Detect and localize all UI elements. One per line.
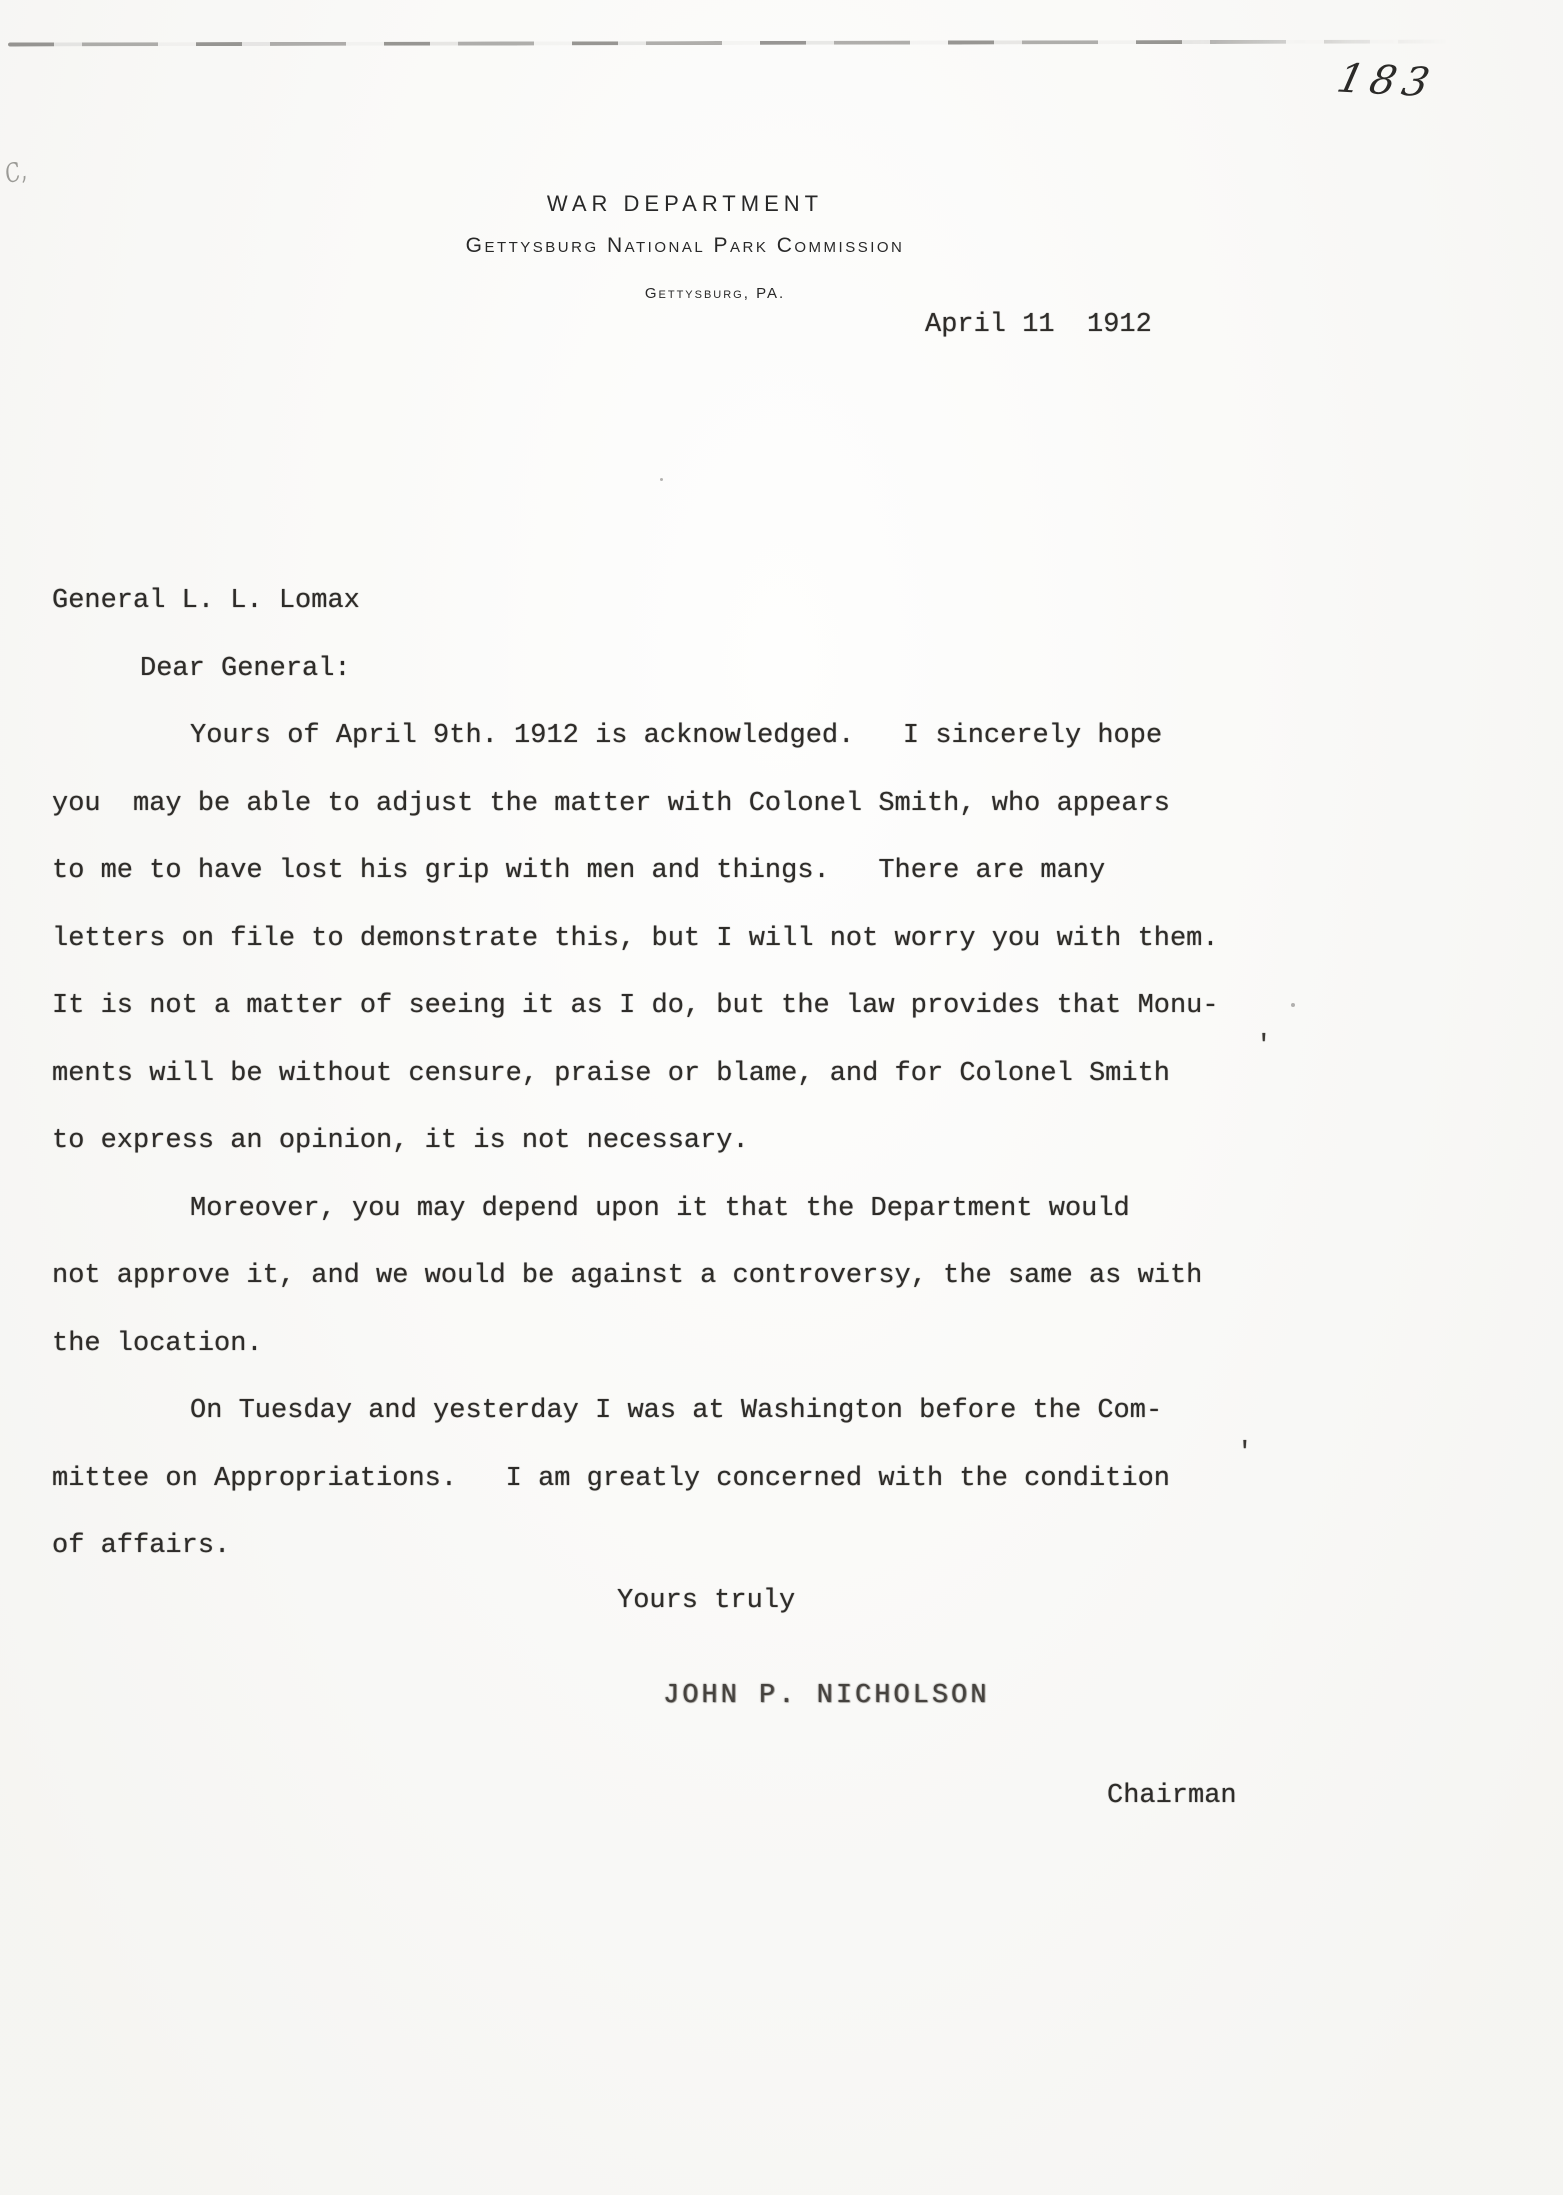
scan-speck <box>1291 1003 1295 1007</box>
body-line: the location. <box>52 1328 263 1359</box>
stray-ink-mark: ' <box>1237 1437 1253 1467</box>
margin-pencil-mark: C, <box>2 155 30 191</box>
salutation-line: Dear General: <box>140 653 351 684</box>
body-line: Yours of April 9th. 1912 is acknowledged. I sincerely hope <box>190 721 1163 751</box>
scan-artifact-line <box>8 39 1448 46</box>
scan-speck <box>660 478 663 481</box>
letter-date: April 11 1912 <box>925 310 1152 340</box>
letterhead-commission: Gettysburg National Park Commission <box>465 234 905 257</box>
body-line: to express an opinion, it is not necessary. <box>52 1126 749 1156</box>
body-line: not approve it, and we would be against a controversy, the same as with <box>52 1261 1203 1291</box>
closing-line: Yours truly <box>617 1586 796 1616</box>
recipient-line: General L. L. Lomax <box>52 586 360 616</box>
body-line: It is not a matter of seeing it as I do, but the law provides that Monu- <box>52 991 1219 1021</box>
body-line: Moreover, you may depend upon it that the Department would <box>190 1193 1130 1224</box>
body-line: you may be able to adjust the matter with Colonel Smith, who appears <box>52 788 1170 819</box>
body-line: letters on file to demonstrate this, but I will not worry you with them. <box>52 923 1219 954</box>
signature-title: Chairman <box>1107 1781 1237 1811</box>
body-line: of affairs. <box>52 1531 231 1561</box>
body-line: ments will be without censure, praise or blame, and for Colonel Smith <box>52 1058 1170 1089</box>
letterhead-location: Gettysburg, PA. <box>644 285 786 302</box>
body-line: mittee on Appropriations. I am greatly concerned with the condition <box>52 1463 1170 1494</box>
signature-name: JOHN P. NICHOLSON <box>663 1681 990 1711</box>
letterhead-department: WAR DEPARTMENT <box>546 191 824 216</box>
handwritten-page-number: 183 <box>1332 55 1441 107</box>
body-line: On Tuesday and yesterday I was at Washington before the Com- <box>190 1396 1163 1426</box>
body-line: to me to have lost his grip with men and things. There are many <box>52 856 1106 886</box>
letter-body <box>52 568 1372 1581</box>
stray-ink-mark: ' <box>1256 1030 1272 1060</box>
